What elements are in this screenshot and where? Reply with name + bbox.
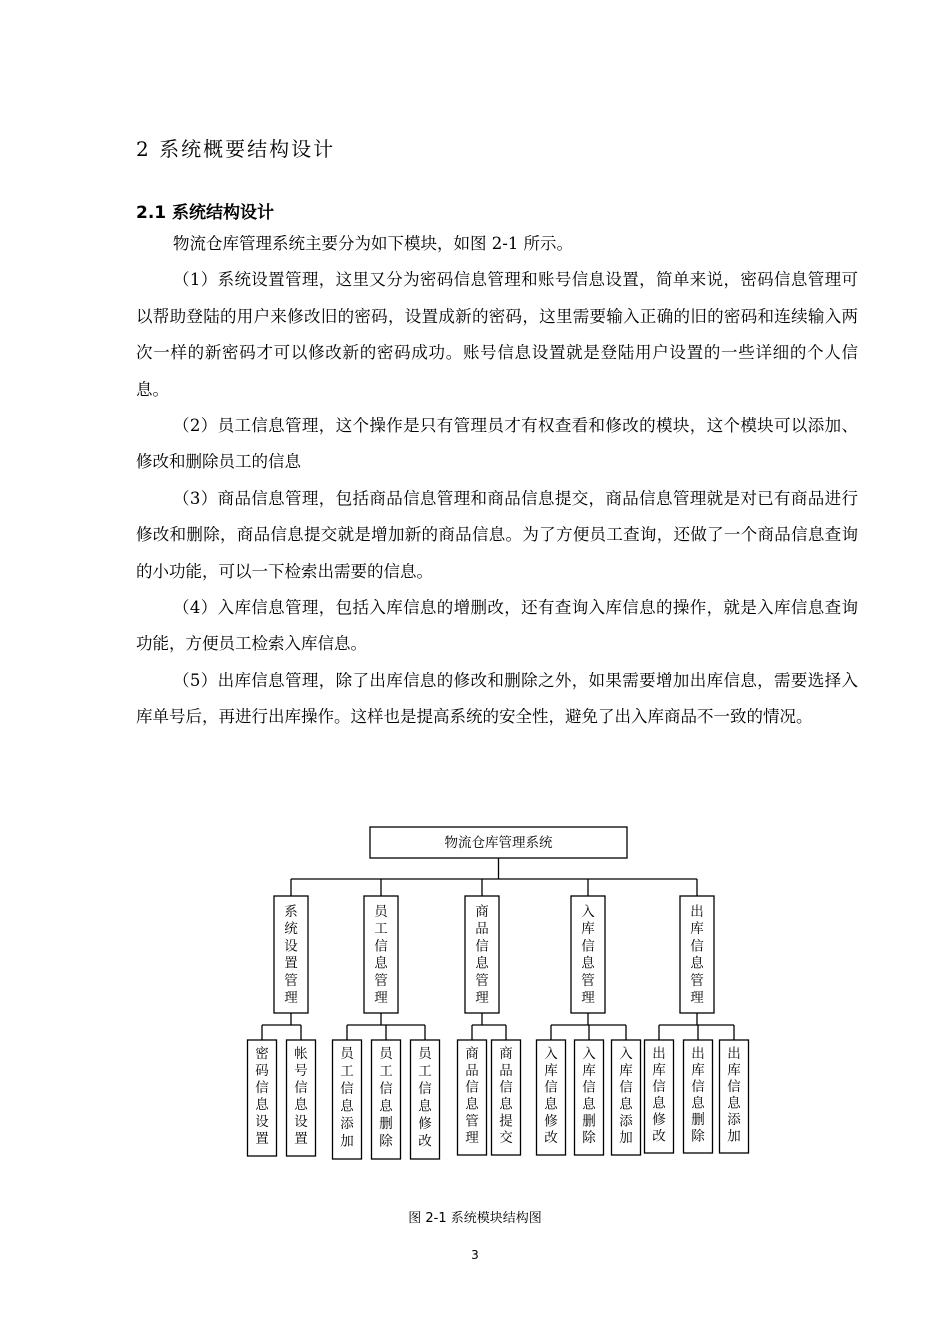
paragraph-1: （1）系统设置管理，这里又分为密码信息管理和账号信息设置，简单来说，密码信息管理可以帮助登陆的用户来修改旧的密码，设置成新的密码，这里需要输入正确的旧的密码和连续输入两次一样的新密码才可以修改新的密码成功。账号信息设置就是登陆用户设置的一些详细的个人信息。 <box>136 270 858 399</box>
leaf-label: 入库信息添加 <box>619 1046 633 1147</box>
leaf-label: 入库信息删除 <box>582 1046 596 1147</box>
paragraph-4: （4）入库信息管理，包括入库信息的增删改，还有查询入库信息的操作，就是入库信息查询功能，方便员工检索入库信息。 <box>136 598 858 654</box>
module-label: 出库信息管理 <box>690 904 704 1006</box>
paragraph-intro: 物流仓库管理系统主要分为如下模块，如图 2-1 所示。 <box>173 234 574 253</box>
leaf-label: 员工信息添加 <box>340 1046 354 1150</box>
leaf-label: 帐号信息设置 <box>294 1046 308 1147</box>
leaf-label: 密码信息设置 <box>255 1046 269 1147</box>
figure-caption: 图 2-1 系统模块结构图 <box>408 1211 542 1226</box>
leaf-label: 入库信息修改 <box>544 1046 558 1147</box>
paragraph-5: （5）出库信息管理，除了出库信息的修改和删除之外，如果需要增加出库信息，需要选择入库单号后，再进行出库操作。这样也是提高系统的安全性，避免了出入库商品不一致的情况。 <box>136 670 858 727</box>
leaf-label: 商品信息提交 <box>499 1046 513 1147</box>
module-label: 商品信息管理 <box>475 904 489 1006</box>
module-label: 员工信息管理 <box>374 904 388 1006</box>
paragraph-2: （2）员工信息管理，这个操作是只有管理员才有权查看和修改的模块，这个模块可以添加、修改和删除员工的信息 <box>136 416 858 472</box>
leaf-label: 出库信息添加 <box>727 1046 741 1145</box>
leaf-label: 出库信息修改 <box>652 1046 666 1145</box>
leaf-label: 商品信息管理 <box>465 1046 479 1147</box>
leaf-label: 员工信息删除 <box>379 1046 393 1150</box>
section-heading: 2 系统概要结构设计 <box>136 137 336 161</box>
leaf-label: 出库信息删除 <box>691 1046 705 1145</box>
module-label: 入库信息管理 <box>581 904 595 1006</box>
module-label: 系统设置管理 <box>284 904 298 1006</box>
leaf-label: 员工信息修改 <box>418 1046 432 1150</box>
paragraph-3: （3）商品信息管理，包括商品信息管理和商品信息提交，商品信息管理就是对已有商品进行修改和删除，商品信息提交就是增加新的商品信息。为了方便员工查询，还做了一个商品信息查询的小功能，可以一下检索出需要的信息。 <box>136 488 858 581</box>
subsection-heading: 2.1 系统结构设计 <box>136 203 275 223</box>
page-number: 3 <box>471 1248 479 1262</box>
root-label: 物流仓库管理系统 <box>444 835 553 851</box>
